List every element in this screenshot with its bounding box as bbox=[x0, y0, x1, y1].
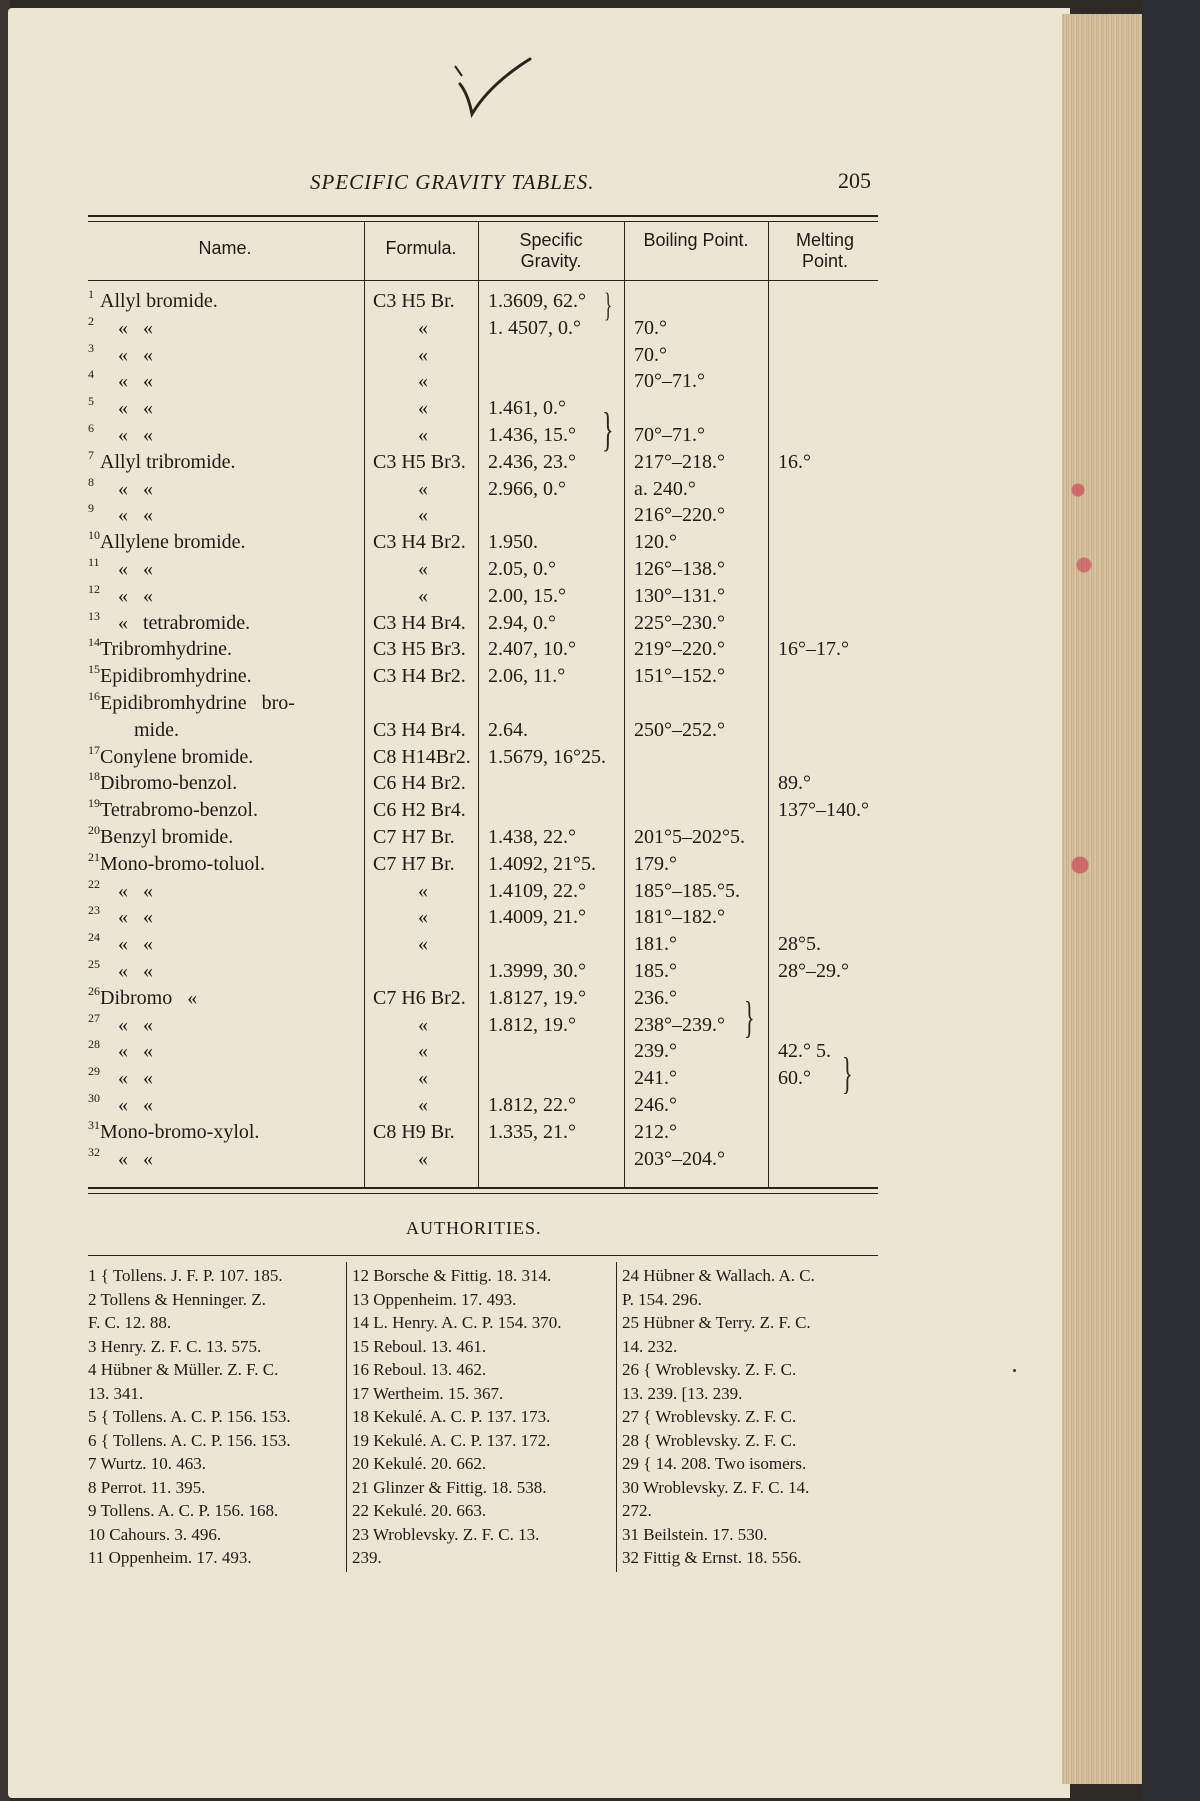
authority-entry: 29 { 14. 208. Two isomers. bbox=[622, 1454, 807, 1473]
footnote-number: 20 bbox=[88, 823, 100, 837]
formula-cell: C8 H14Br2. bbox=[373, 745, 471, 768]
specific-gravity-cell: 1.438, 22.° bbox=[488, 826, 576, 848]
grouping-brace: } bbox=[602, 403, 614, 456]
formula-cell: « bbox=[418, 504, 428, 527]
formula-cell: « bbox=[418, 1013, 428, 1036]
authority-entry: 14. 232. bbox=[622, 1336, 678, 1356]
table-header-rule bbox=[88, 280, 878, 281]
footnote-number: 7 bbox=[88, 447, 94, 462]
specific-gravity-cell: 2.94, 0.° bbox=[488, 611, 556, 634]
table-top-rule-2 bbox=[88, 221, 878, 222]
name-cell: Epidibromhydrine bro- bbox=[100, 692, 295, 714]
specific-gravity-cell: 2.407, 10.° bbox=[488, 638, 576, 661]
specific-gravity-cell: 2.06, 11.° bbox=[488, 665, 566, 688]
name-cell: « « bbox=[118, 424, 153, 446]
melting-point-cell: 28°5. bbox=[778, 933, 821, 956]
boiling-point-cell: 216°–220.° bbox=[634, 504, 725, 527]
boiling-point-cell: 241.° bbox=[634, 1067, 677, 1090]
footnote-number: 4 bbox=[88, 367, 94, 382]
authority-entry: 3 Henry. Z. F. C. 13. 575. bbox=[88, 1336, 262, 1356]
formula-cell: « bbox=[418, 477, 428, 500]
specific-gravity-cell: 1.812, 19.° bbox=[488, 1013, 576, 1036]
footnote-number: 6 bbox=[88, 421, 94, 435]
footnote-number: 31 bbox=[88, 1117, 100, 1132]
authority-entry: 19 Kekulé. A. C. P. 137. 172. bbox=[352, 1430, 551, 1450]
specific-gravity-cell: 1.8127, 19.° bbox=[488, 986, 586, 1009]
boiling-point-cell: 225°–230.° bbox=[634, 611, 725, 634]
formula-cell: « bbox=[418, 1040, 428, 1063]
authority-entry: 24 Hübner & Wallach. A. C. bbox=[622, 1266, 815, 1285]
name-cell: « « bbox=[118, 370, 153, 393]
name-cell: « « bbox=[118, 1067, 153, 1090]
grouping-brace: } bbox=[604, 287, 613, 324]
formula-cell: C3 H5 Br3. bbox=[373, 450, 466, 473]
column-header-specific-gravity: Specific Gravity. bbox=[519, 230, 583, 271]
name-cell: « « bbox=[118, 343, 153, 366]
boiling-point-cell: 70.° bbox=[634, 343, 667, 366]
boiling-point-cell: 236.° bbox=[634, 986, 677, 1009]
authority-entry: 6 { Tollens. A. C. P. 156. 153. bbox=[88, 1430, 291, 1450]
specific-gravity-cell: 2.00, 15.° bbox=[488, 584, 566, 607]
formula-cell: « bbox=[418, 1094, 428, 1116]
footnote-number: 21 bbox=[88, 849, 100, 864]
boiling-point-cell: 212.° bbox=[634, 1120, 677, 1143]
specific-gravity-cell: 1.461, 0.° bbox=[488, 397, 566, 420]
formula-cell: C3 H5 Br3. bbox=[373, 638, 466, 661]
grouping-brace: } bbox=[842, 1049, 853, 1098]
footnote-number: 26 bbox=[88, 983, 100, 998]
authority-entry: 28 { Wroblevsky. Z. F. C. bbox=[622, 1430, 797, 1450]
boiling-point-cell: 179.° bbox=[634, 852, 677, 875]
authority-entry: 27 { Wroblevsky. Z. F. C. bbox=[622, 1407, 797, 1426]
footnote-number: 8 bbox=[88, 474, 94, 489]
authority-entry: 21 Glinzer & Fittig. 18. 538. bbox=[352, 1477, 547, 1497]
column-header-formula: Formula. bbox=[385, 238, 457, 258]
formula-cell: « bbox=[418, 343, 428, 366]
melting-point-cell: 137°–140.° bbox=[778, 799, 869, 822]
footnote-number: 3 bbox=[88, 340, 94, 355]
name-cell: Allyl bromide. bbox=[100, 290, 218, 312]
paper-speck bbox=[1013, 1369, 1016, 1372]
name-cell: « « bbox=[118, 906, 153, 929]
grouping-brace: } bbox=[744, 993, 755, 1042]
formula-cell: C3 H4 Br2. bbox=[373, 531, 466, 554]
boiling-point-cell: 185°–185.°5. bbox=[634, 879, 740, 902]
authority-entry: 20 Kekulé. 20. 662. bbox=[352, 1454, 487, 1473]
footnote-number: 27 bbox=[88, 1010, 100, 1025]
formula-cell: « bbox=[418, 316, 428, 339]
authority-entry: 14 L. Henry. A. C. P. 154. 370. bbox=[352, 1313, 562, 1332]
authority-entry: 18 Kekulé. A. C. P. 137. 173. bbox=[352, 1407, 551, 1426]
authorities-column-2 bbox=[352, 1264, 614, 1570]
footnote-number: 22 bbox=[88, 876, 100, 891]
authority-entry: 15 Reboul. 13. 461. bbox=[352, 1336, 487, 1356]
column-divider bbox=[478, 222, 479, 1187]
specific-gravity-cell: 1.4092, 21°5. bbox=[488, 852, 596, 875]
authority-entry: P. 154. 296. bbox=[622, 1289, 702, 1309]
authority-entry: 7 Wurtz. 10. 463. bbox=[88, 1454, 206, 1473]
boiling-point-cell: 126°–138.° bbox=[634, 558, 725, 580]
specific-gravity-cell: 1.335, 21.° bbox=[488, 1120, 576, 1143]
authority-entry: 11 Oppenheim. 17. 493. bbox=[88, 1548, 252, 1567]
footnote-number: 29 bbox=[88, 1064, 100, 1079]
name-cell: Allylene bromide. bbox=[100, 531, 246, 554]
footnote-number: 19 bbox=[88, 796, 100, 811]
column-header-boiling-point: Boiling Point. bbox=[643, 230, 749, 250]
melting-point-cell: 16°–17.° bbox=[778, 638, 849, 661]
footnote-number: 14 bbox=[88, 635, 100, 650]
name-cell: « « bbox=[118, 558, 153, 580]
formula-cell: C7 H7 Br. bbox=[373, 826, 455, 848]
table-bottom-rule bbox=[88, 1187, 878, 1189]
name-cell: « « bbox=[118, 1040, 153, 1063]
red-stain-marks bbox=[1070, 440, 1110, 940]
book-cover-right bbox=[1142, 0, 1200, 1801]
formula-cell: « bbox=[418, 879, 428, 902]
name-cell: « « bbox=[118, 1094, 153, 1116]
melting-point-cell: 89.° bbox=[778, 772, 811, 795]
specific-gravity-cell: 1.4109, 22.° bbox=[488, 879, 586, 902]
boiling-point-cell: 246.° bbox=[634, 1094, 677, 1116]
specific-gravity-cell: 2.436, 23.° bbox=[488, 450, 576, 473]
formula-cell: C3 H4 Br2. bbox=[373, 665, 466, 688]
name-cell: « « bbox=[118, 504, 153, 527]
authority-entry: 5 { Tollens. A. C. P. 156. 153. bbox=[88, 1407, 291, 1426]
specific-gravity-cell: 2.966, 0.° bbox=[488, 477, 566, 500]
name-cell: Tribromhydrine. bbox=[100, 638, 233, 661]
melting-point-cell: 60.° bbox=[778, 1067, 811, 1090]
melting-point-cell: 42.° 5. bbox=[778, 1040, 831, 1063]
authority-entry: 239. bbox=[352, 1548, 382, 1567]
boiling-point-cell: 130°–131.° bbox=[634, 584, 725, 607]
authorities-column-1 bbox=[88, 1264, 343, 1570]
boiling-point-cell: a. 240.° bbox=[634, 477, 696, 500]
boiling-point-cell: 201°5–202°5. bbox=[634, 826, 745, 848]
footnote-number: 15 bbox=[88, 662, 100, 677]
column-divider bbox=[364, 222, 365, 1187]
boiling-point-cell: 70°–71.° bbox=[634, 424, 705, 446]
specific-gravity-cell: 1.436, 15.° bbox=[488, 424, 576, 446]
formula-cell: « bbox=[418, 906, 428, 929]
column-header-name: Name. bbox=[198, 238, 252, 258]
name-cell: Tetrabromo-benzol. bbox=[100, 799, 258, 822]
name-cell: Benzyl bromide. bbox=[100, 826, 234, 848]
formula-cell: « bbox=[418, 370, 428, 393]
formula-cell: C3 H4 Br4. bbox=[373, 718, 466, 741]
authority-entry: 8 Perrot. 11. 395. bbox=[88, 1477, 206, 1497]
footnote-number: 11 bbox=[88, 555, 100, 569]
name-cell: « « bbox=[118, 933, 153, 956]
footnote-number: 12 bbox=[88, 581, 100, 596]
formula-cell: « bbox=[418, 424, 428, 446]
name-cell: « « bbox=[118, 879, 153, 902]
authority-entry: 4 Hübner & Müller. Z. F. C. bbox=[88, 1360, 279, 1379]
authority-entry: 2 Tollens & Henninger. Z. bbox=[88, 1289, 266, 1309]
table-bottom-rule-2 bbox=[88, 1193, 878, 1194]
authority-entry: 10 Cahours. 3. 496. bbox=[88, 1524, 222, 1544]
name-cell: Conylene bromide. bbox=[100, 745, 254, 768]
boiling-point-cell: 70°–71.° bbox=[634, 370, 705, 393]
footnote-number: 25 bbox=[88, 957, 100, 971]
name-cell: Epidibromhydrine. bbox=[100, 665, 252, 688]
name-cell: « « bbox=[118, 316, 153, 339]
name-cell: « « bbox=[118, 584, 153, 607]
authority-entry: 1 { Tollens. J. F. P. 107. 185. bbox=[88, 1266, 283, 1285]
footnote-number: 10 bbox=[88, 528, 100, 543]
footnote-number: 13 bbox=[88, 608, 100, 623]
table-top-rule bbox=[88, 215, 878, 217]
specific-gravity-cell: 2.64. bbox=[488, 718, 528, 741]
melting-point-cell: 16.° bbox=[778, 450, 811, 473]
name-cell: « « bbox=[118, 1013, 153, 1036]
column-header-melting-point: Melting Point. bbox=[795, 230, 855, 271]
boiling-point-cell: 151°–152.° bbox=[634, 665, 725, 688]
footnote-number: 16 bbox=[88, 689, 100, 703]
footnote-number: 32 bbox=[88, 1144, 100, 1159]
footnote-number: 28 bbox=[88, 1037, 100, 1052]
specific-gravity-cell: 1.950. bbox=[488, 531, 538, 554]
name-cell: Dibromo-benzol. bbox=[100, 772, 238, 795]
formula-cell: « bbox=[418, 397, 428, 420]
specific-gravity-cell: 2.05, 0.° bbox=[488, 558, 556, 580]
name-cell: « tetrabromide. bbox=[118, 611, 251, 634]
pencil-checkmark-icon bbox=[450, 54, 540, 134]
authority-entry: 272. bbox=[622, 1501, 652, 1520]
formula-cell: « bbox=[418, 1147, 428, 1170]
authorities-divider bbox=[346, 1262, 347, 1572]
name-cell: Mono-bromo-xylol. bbox=[100, 1120, 260, 1143]
authority-entry: 12 Borsche & Fittig. 18. 314. bbox=[352, 1266, 552, 1285]
specific-gravity-cell: 1. 4507, 0.° bbox=[488, 316, 581, 339]
authority-entry: 9 Tollens. A. C. P. 156. 168. bbox=[88, 1501, 279, 1520]
authority-entry: 13. 239. [13. 239. bbox=[622, 1383, 743, 1403]
formula-cell: C8 H9 Br. bbox=[373, 1120, 455, 1143]
name-cell: mide. bbox=[134, 718, 179, 741]
specific-gravity-cell: 1.3999, 30.° bbox=[488, 960, 586, 982]
name-cell: Dibromo « bbox=[100, 986, 198, 1009]
formula-cell: C3 H5 Br. bbox=[373, 290, 455, 312]
authority-entry: 13. 341. bbox=[88, 1383, 144, 1403]
name-cell: « « bbox=[118, 477, 153, 500]
authorities-rule bbox=[88, 1255, 878, 1256]
formula-cell: « bbox=[418, 933, 428, 956]
authority-entry: 31 Beilstein. 17. 530. bbox=[622, 1524, 768, 1544]
boiling-point-cell: 239.° bbox=[634, 1040, 677, 1063]
authority-entry: 16 Reboul. 13. 462. bbox=[352, 1360, 487, 1379]
authority-entry: 26 { Wroblevsky. Z. F. C. bbox=[622, 1360, 797, 1379]
page-number: 205 bbox=[838, 168, 871, 193]
authorities-column-3 bbox=[622, 1264, 882, 1570]
boiling-point-cell: 219°–220.° bbox=[634, 638, 725, 661]
footnote-number: 9 bbox=[88, 501, 94, 516]
footnote-number: 23 bbox=[88, 903, 100, 918]
name-cell: Allyl tribromide. bbox=[100, 450, 236, 473]
name-cell: « « bbox=[118, 960, 153, 982]
authority-entry: 23 Wroblevsky. Z. F. C. 13. bbox=[352, 1524, 540, 1544]
authority-entry: 22 Kekulé. 20. 663. bbox=[352, 1501, 487, 1520]
running-header-title: SPECIFIC GRAVITY TABLES. bbox=[310, 170, 595, 194]
specific-gravity-cell: 1.812, 22.° bbox=[488, 1094, 576, 1116]
authority-entry: 13 Oppenheim. 17. 493. bbox=[352, 1289, 517, 1309]
boiling-point-cell: 238°–239.° bbox=[634, 1013, 725, 1036]
authority-entry: 25 Hübner & Terry. Z. F. C. bbox=[622, 1313, 811, 1332]
formula-cell: C6 H4 Br2. bbox=[373, 772, 466, 795]
footnote-number: 2 bbox=[88, 313, 94, 328]
formula-cell: « bbox=[418, 1067, 428, 1090]
formula-cell: C7 H6 Br2. bbox=[373, 986, 466, 1009]
footnote-number: 18 bbox=[88, 769, 100, 784]
boiling-point-cell: 181°–182.° bbox=[634, 906, 725, 929]
formula-cell: C6 H2 Br4. bbox=[373, 799, 466, 822]
authority-entry: 30 Wroblevsky. Z. F. C. 14. bbox=[622, 1477, 810, 1497]
authority-entry: 32 Fittig & Ernst. 18. 556. bbox=[622, 1548, 802, 1567]
specific-gravity-cell: 1.5679, 16°25. bbox=[488, 745, 606, 768]
formula-cell: « bbox=[418, 558, 428, 580]
boiling-point-cell: 203°–204.° bbox=[634, 1147, 725, 1170]
footnote-number: 1 bbox=[88, 287, 94, 301]
boiling-point-cell: 250°–252.° bbox=[634, 718, 725, 741]
footnote-number: 24 bbox=[88, 930, 100, 945]
authority-entry: 17 Wertheim. 15. 367. bbox=[352, 1383, 504, 1403]
footnote-number: 5 bbox=[88, 394, 94, 409]
footnote-number: 30 bbox=[88, 1091, 100, 1105]
authorities-heading: AUTHORITIES. bbox=[406, 1218, 542, 1238]
formula-cell: « bbox=[418, 584, 428, 607]
boiling-point-cell: 217°–218.° bbox=[634, 450, 725, 473]
authority-entry: F. C. 12. 88. bbox=[88, 1313, 172, 1332]
specific-gravity-cell: 1.4009, 21.° bbox=[488, 906, 586, 929]
name-cell: « « bbox=[118, 1147, 153, 1170]
name-cell: « « bbox=[118, 397, 153, 420]
column-divider bbox=[768, 222, 769, 1187]
formula-cell: C7 H7 Br. bbox=[373, 852, 455, 875]
authorities-divider bbox=[616, 1262, 617, 1572]
melting-point-cell: 28°–29.° bbox=[778, 960, 849, 982]
formula-cell: C3 H4 Br4. bbox=[373, 611, 466, 634]
boiling-point-cell: 120.° bbox=[634, 531, 677, 554]
boiling-point-cell: 70.° bbox=[634, 316, 667, 339]
footnote-number: 17 bbox=[88, 742, 100, 757]
column-divider bbox=[624, 222, 625, 1187]
name-cell: Mono-bromo-toluol. bbox=[100, 852, 265, 875]
boiling-point-cell: 185.° bbox=[634, 960, 677, 982]
specific-gravity-cell: 1.3609, 62.° bbox=[488, 290, 586, 312]
boiling-point-cell: 181.° bbox=[634, 933, 677, 956]
